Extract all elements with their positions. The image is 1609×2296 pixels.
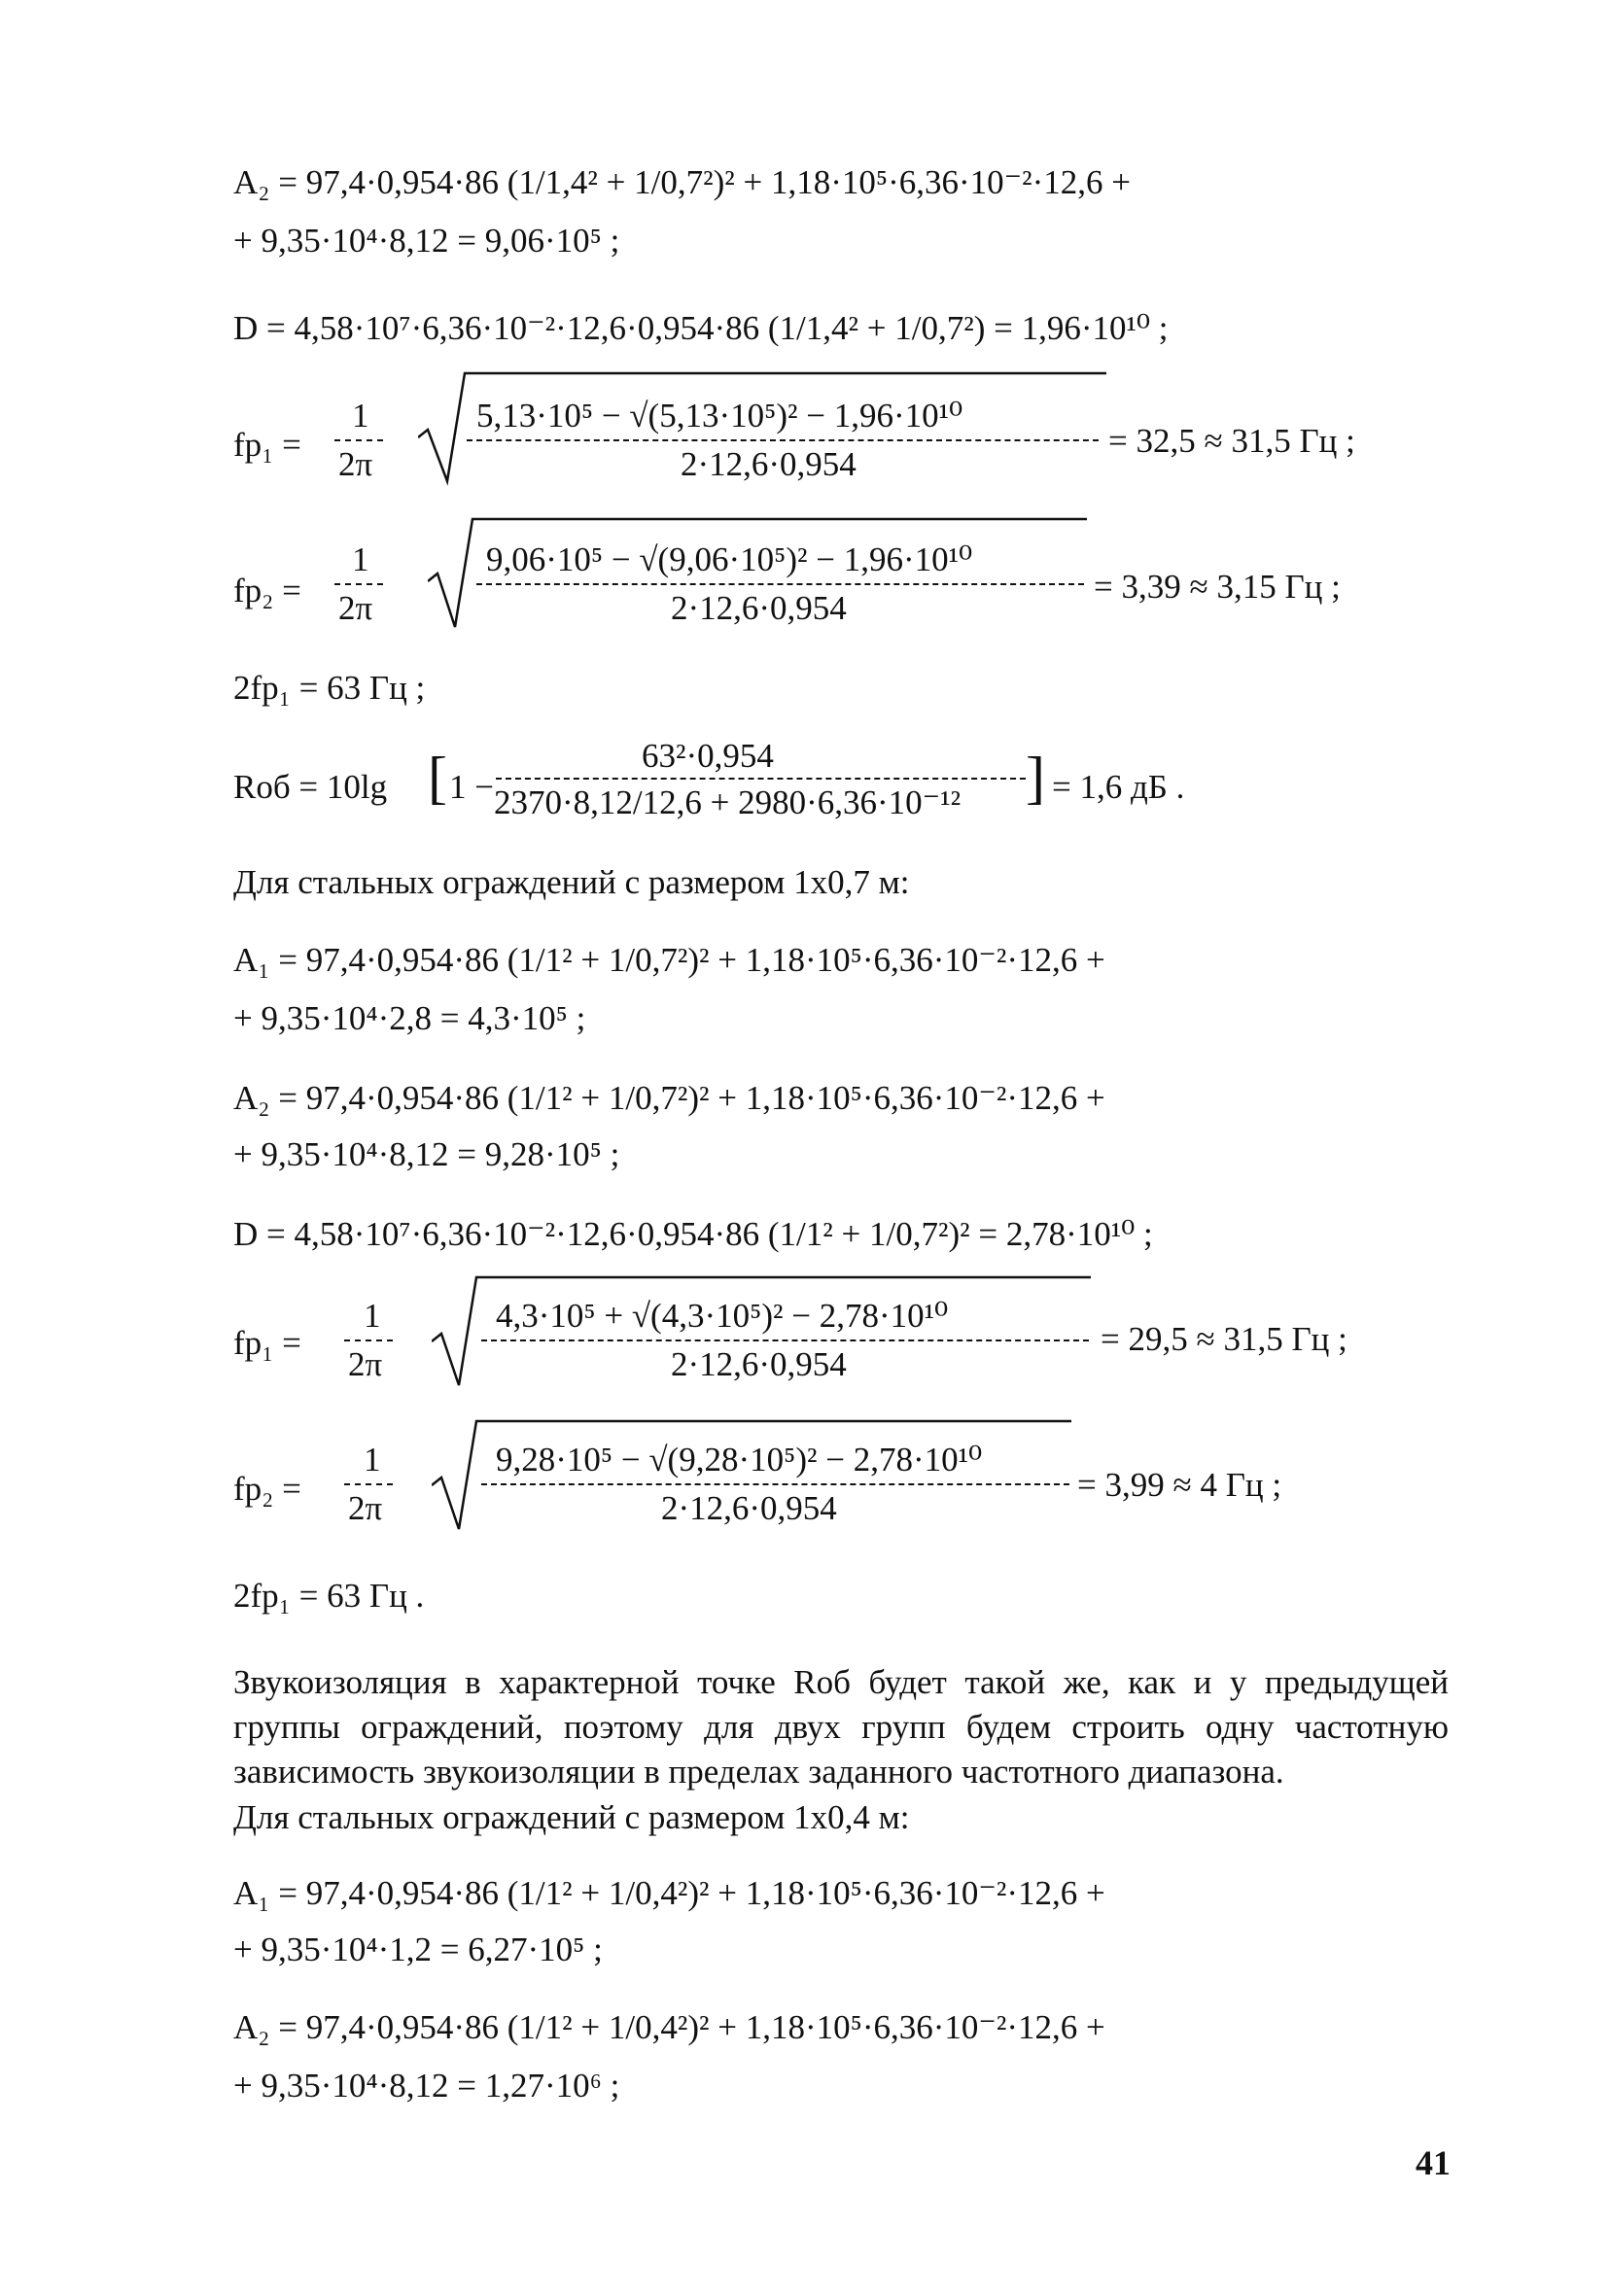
eq-a2-line1: A₂ = 97,4·0,954·86 (1/1,4² + 1/0,7²)² + 1,18·10⁵·6,36·10⁻²·12,6 + [233, 163, 1132, 201]
fp2-result: = 3,39 ≈ 3,15 Гц ; [1094, 568, 1341, 606]
fp2-2-denominator: 2·12,6·0,954 [661, 1489, 837, 1527]
fp1-2-coef-bar [344, 1339, 393, 1341]
eq-a1-2-line1: A₁ = 97,4·0,954·86 (1/1² + 1/0,7²)² + 1,18·10⁵·6,36·10⁻²·12,6 + [233, 941, 1105, 979]
fp2-2-lhs: fp₂ = [233, 1470, 301, 1508]
paragraph-soundproof: Звукоизоляция в характерной точке Rоб будет такой же, как и у предыдущей группы ограждений, поэтому для двух групп будем строить одну частотную зависимость звукоизоляции в пределах заданного частотного диапазона. [233, 1663, 1449, 1791]
fp1-2-numerator: 4,3·10⁵ + √(4,3·10⁵)² − 2,78·10¹⁰ [496, 1297, 949, 1335]
eq-a2-line2: + 9,35·10⁴·8,12 = 9,06·10⁵ ; [233, 222, 620, 260]
heading-1x07: Для стальных ограждений с размером 1х0,7 м: [233, 863, 910, 901]
eq-d: D = 4,58·10⁷·6,36·10⁻²·12,6·0,954·86 (1/1,4² + 1/0,7²) = 1,96·10¹⁰ ; [233, 309, 1169, 347]
eq-a2-2-line1: A₂ = 97,4·0,954·86 (1/1² + 1/0,7²)² + 1,18·10⁵·6,36·10⁻²·12,6 + [233, 1079, 1105, 1117]
heading-1x04: Для стальных ограждений с размером 1х0,4 м: [233, 1798, 910, 1836]
fp2-bar [476, 583, 1084, 585]
fp1-result: = 32,5 ≈ 31,5 Гц ; [1108, 422, 1355, 460]
fp1-coef-den: 2π [338, 445, 373, 483]
fp1-2-coef-den: 2π [348, 1345, 383, 1383]
rob-result: = 1,6 дБ . [1052, 768, 1185, 806]
fp1-lhs: fp₁ = [233, 426, 301, 464]
fp2-lhs: fp₂ = [233, 572, 301, 609]
fp2-2-bar [481, 1483, 1069, 1485]
fp2-2-coef-den: 2π [348, 1489, 383, 1527]
fp2-2-numerator: 9,28·10⁵ − √(9,28·10⁵)² − 2,78·10¹⁰ [496, 1441, 983, 1478]
rob-bar [496, 778, 1026, 780]
fp2-coef-num: 1 [352, 540, 369, 578]
fp1-numerator: 5,13·10⁵ − √(5,13·10⁵)² − 1,96·10¹⁰ [476, 397, 963, 435]
fp1-2-denominator: 2·12,6·0,954 [671, 1345, 847, 1383]
fp1-2-result: = 29,5 ≈ 31,5 Гц ; [1101, 1320, 1347, 1358]
rob-lhs: Rоб = 10lg [233, 768, 388, 806]
eq-a2-3-line1: A₂ = 97,4·0,954·86 (1/1² + 1/0,4²)² + 1,18·10⁵·6,36·10⁻²·12,6 + [233, 2008, 1105, 2046]
fp2-numerator: 9,06·10⁵ − √(9,06·10⁵)² − 1,96·10¹⁰ [486, 540, 973, 578]
eq-a2-2-line2: + 9,35·10⁴·8,12 = 9,28·10⁵ ; [233, 1135, 620, 1173]
eq-a1-3-line1: A₁ = 97,4·0,954·86 (1/1² + 1/0,4²)² + 1,18·10⁵·6,36·10⁻²·12,6 + [233, 1874, 1105, 1912]
rob-one-minus: 1 − [449, 768, 494, 806]
fp2-2-coef-bar [344, 1483, 393, 1485]
eq-d-2: D = 4,58·10⁷·6,36·10⁻²·12,6·0,954·86 (1/1² + 1/0,7²)² = 2,78·10¹⁰ ; [233, 1215, 1153, 1253]
fp1-coef-num: 1 [352, 397, 369, 435]
rob-denominator: 2370·8,12/12,6 + 2980·6,36·10⁻¹² [494, 783, 962, 821]
fp1-denominator: 2·12,6·0,954 [681, 445, 857, 483]
rob-numerator: 63²·0,954 [642, 737, 774, 775]
eq-a1-3-line2: + 9,35·10⁴·1,2 = 6,27·10⁵ ; [233, 1931, 603, 1968]
fp2-denominator: 2·12,6·0,954 [671, 589, 847, 627]
fp2-2-result: = 3,99 ≈ 4 Гц ; [1077, 1466, 1282, 1504]
fp1-coef-bar [334, 439, 383, 441]
fp2-coef-bar [334, 583, 383, 585]
eq-a2-3-line2: + 9,35·10⁴·8,12 = 1,27·10⁶ ; [233, 2067, 620, 2105]
fp2-coef-den: 2π [338, 589, 373, 627]
page-number: 41 [1416, 2143, 1451, 2182]
rob-bracket-right: ] [1026, 746, 1045, 810]
eq-2fp1-2: 2fp₁ = 63 Гц . [233, 1577, 425, 1615]
fp1-2-lhs: fp₁ = [233, 1324, 301, 1362]
rob-bracket-left: [ [428, 746, 447, 810]
fp1-bar [467, 439, 1099, 441]
fp1-2-bar [481, 1339, 1089, 1341]
fp2-2-coef-num: 1 [364, 1441, 381, 1478]
fp1-2-coef-num: 1 [364, 1297, 381, 1335]
eq-2fp1: 2fp₁ = 63 Гц ; [233, 669, 426, 707]
eq-a1-2-line2: + 9,35·10⁴·2,8 = 4,3·10⁵ ; [233, 999, 586, 1037]
